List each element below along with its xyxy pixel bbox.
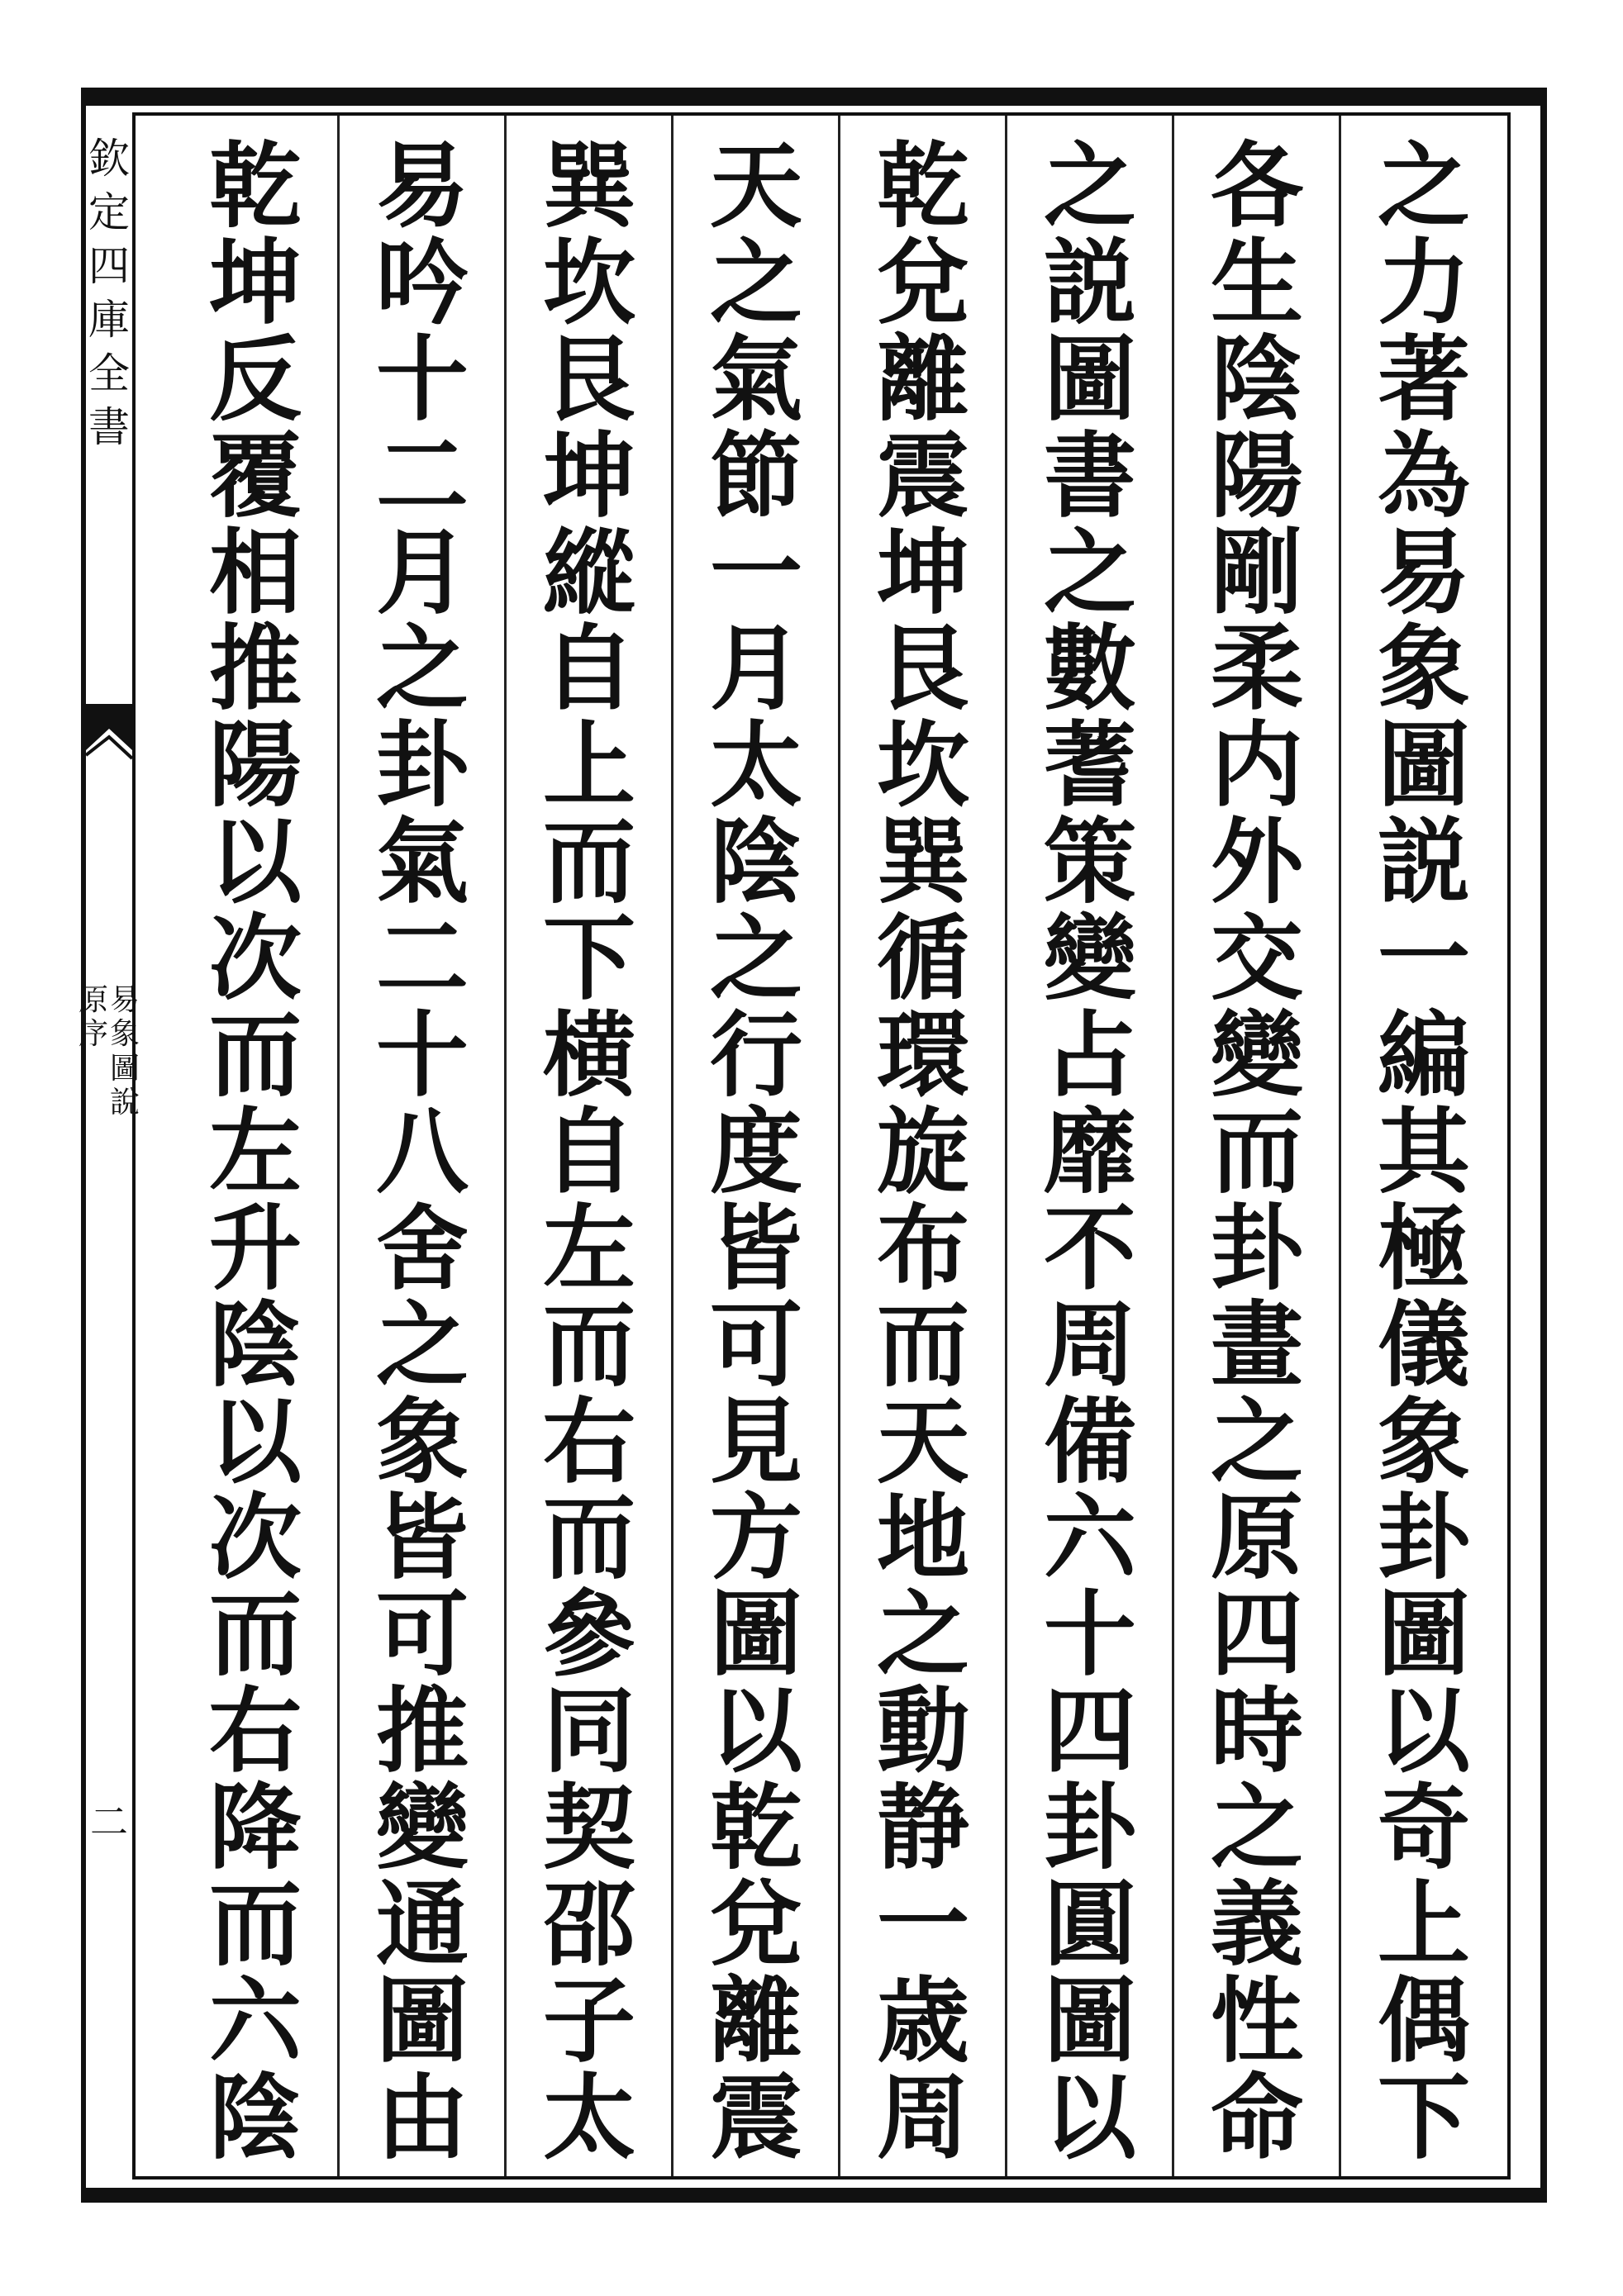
- text-char: 編: [1378, 1001, 1470, 1110]
- text-char: 之: [1044, 518, 1136, 627]
- text-char: 邵: [543, 1871, 635, 1980]
- text-char: 交: [1211, 905, 1303, 1014]
- text-char: 之: [877, 1581, 969, 1690]
- text-char: 子: [543, 1966, 635, 2075]
- text-char: 備: [1044, 1387, 1136, 1496]
- margin-title-char: 全: [88, 349, 130, 397]
- text-char: 右: [209, 1677, 302, 1786]
- text-char: 圖: [710, 1581, 802, 1690]
- text-char: 著: [1378, 325, 1470, 434]
- text-char: 易: [376, 132, 469, 240]
- margin-subtitle-char: 說: [110, 1086, 140, 1120]
- text-char: 性: [1211, 1966, 1303, 2075]
- text-char: 原: [1211, 1484, 1303, 1593]
- text-char: 卦: [1044, 1774, 1136, 1883]
- text-column-7: [352, 132, 493, 2172]
- text-char: 以: [1044, 2063, 1136, 2172]
- text-char: 内: [1211, 711, 1303, 820]
- text-char: 布: [877, 1194, 969, 1303]
- text-char: 推: [376, 1677, 469, 1786]
- text-char: 皆: [710, 1194, 802, 1303]
- text-char: 變: [1044, 905, 1136, 1014]
- text-char: 陰: [710, 808, 802, 917]
- text-char: 自: [543, 1097, 635, 1206]
- text-char: 坤: [877, 518, 969, 627]
- column-rule: [337, 116, 340, 2176]
- text-char: 坤: [209, 228, 302, 337]
- text-char: 外: [1211, 808, 1303, 917]
- text-char: 之: [1044, 132, 1136, 240]
- text-char: 各: [1211, 132, 1303, 240]
- text-char: 義: [1211, 1871, 1303, 1980]
- text-char: 度: [710, 1097, 802, 1206]
- text-char: 静: [877, 1774, 969, 1883]
- text-char: 上: [543, 711, 635, 820]
- text-char: 月: [376, 518, 469, 627]
- text-char: 而: [209, 1001, 302, 1110]
- frame-bottom-inner-rule: [132, 2176, 1507, 2180]
- text-char: 而: [543, 1484, 635, 1593]
- text-char: 環: [877, 1001, 969, 1110]
- text-char: 卦: [1378, 1484, 1470, 1593]
- text-char: 生: [1211, 228, 1303, 337]
- text-char: 之: [1211, 1387, 1303, 1496]
- text-char: 奇: [1378, 1774, 1470, 1883]
- text-char: 六: [209, 1966, 302, 2075]
- text-column-3: [1020, 132, 1160, 2172]
- text-char: 策: [1044, 808, 1136, 917]
- text-char: 四: [1211, 1581, 1303, 1690]
- text-char: 方: [710, 1484, 802, 1593]
- text-char: 地: [877, 1484, 969, 1593]
- text-char: 横: [543, 1001, 635, 1110]
- text-char: 氣: [376, 808, 469, 917]
- text-char: 次: [209, 1484, 302, 1593]
- text-char: 自: [543, 615, 635, 724]
- text-char: 書: [1044, 421, 1136, 530]
- margin-title-char: 書: [88, 403, 130, 451]
- text-char: 一: [710, 518, 802, 627]
- text-char: 陰: [209, 1291, 302, 1400]
- text-char: 力: [1378, 228, 1470, 337]
- text-char: 而: [543, 808, 635, 917]
- frame-top-border: [81, 88, 1545, 106]
- text-column-5: [686, 132, 826, 2172]
- text-char: 之: [376, 615, 469, 724]
- page-number-char: 二: [90, 1799, 128, 1844]
- text-char: 以: [1378, 1677, 1470, 1786]
- text-char: 説: [1378, 808, 1470, 917]
- text-char: 相: [209, 518, 302, 627]
- text-char: 旋: [877, 1097, 969, 1206]
- text-char: 坎: [877, 711, 969, 820]
- text-char: 二: [376, 905, 469, 1014]
- text-char: 動: [877, 1677, 969, 1786]
- text-char: 十: [376, 325, 469, 434]
- text-char: 升: [209, 1194, 302, 1303]
- text-char: 圖: [1378, 711, 1470, 820]
- text-char: 參: [543, 1581, 635, 1690]
- text-char: 六: [1044, 1484, 1136, 1593]
- text-char: 皆: [376, 1484, 469, 1593]
- text-char: 象: [376, 1387, 469, 1496]
- text-char: 舍: [376, 1194, 469, 1303]
- text-char: 兌: [710, 1871, 802, 1980]
- frame-right-outer-rule: [1540, 88, 1547, 2203]
- text-char: 而: [877, 1291, 969, 1400]
- text-char: 太: [543, 2063, 635, 2172]
- fish-tail-mark-icon: [86, 704, 132, 762]
- text-char: 陰: [209, 2063, 302, 2172]
- text-char: 偶: [1378, 1966, 1470, 2075]
- text-char: 周: [877, 2063, 969, 2172]
- text-char: 變: [376, 1774, 469, 1883]
- text-char: 行: [710, 1001, 802, 1110]
- text-char: 天: [877, 1387, 969, 1496]
- text-char: 卦: [1211, 1194, 1303, 1303]
- margin-subtitle-right: [110, 983, 140, 1256]
- text-char: 蓍: [1044, 711, 1136, 820]
- text-char: 乾: [710, 1774, 802, 1883]
- text-column-6: [519, 132, 659, 2172]
- text-char: 十: [1044, 1581, 1136, 1690]
- text-char: 十: [376, 1001, 469, 1110]
- text-char: 上: [1378, 1871, 1470, 1980]
- text-char: 下: [1378, 2063, 1470, 2172]
- text-char: 反: [209, 325, 302, 434]
- text-char: 變: [1211, 1001, 1303, 1110]
- text-char: 象: [1378, 1387, 1470, 1496]
- text-char: 而: [209, 1581, 302, 1690]
- text-char: 陰: [1211, 325, 1303, 434]
- margin-title-char: 欽: [88, 135, 130, 183]
- text-char: 之: [1378, 132, 1470, 240]
- text-char: 其: [1378, 1097, 1470, 1206]
- text-char: 離: [877, 325, 969, 434]
- text-column-1: [1354, 132, 1494, 2172]
- text-char: 而: [543, 1291, 635, 1400]
- text-char: 靡: [1044, 1097, 1136, 1206]
- text-char: 降: [209, 1774, 302, 1883]
- text-column-4: [853, 132, 993, 2172]
- text-char: 之: [1211, 1774, 1303, 1883]
- text-char: 之: [710, 905, 802, 1014]
- text-char: 同: [543, 1677, 635, 1786]
- text-char: 震: [877, 421, 969, 530]
- text-char: 巽: [543, 132, 635, 240]
- text-char: 覆: [209, 421, 302, 530]
- frame-bottom-border: [81, 2188, 1545, 2203]
- text-char: 坤: [543, 421, 635, 530]
- text-char: 占: [1044, 1001, 1136, 1110]
- text-char: 時: [1211, 1677, 1303, 1786]
- text-char: 契: [543, 1774, 635, 1883]
- text-char: 以: [209, 1387, 302, 1496]
- text-char: 左: [543, 1194, 635, 1303]
- text-char: 以: [710, 1677, 802, 1786]
- text-char: 命: [1211, 2063, 1303, 2172]
- text-char: 圖: [1378, 1581, 1470, 1690]
- margin-subtitle-char: 圖: [110, 1051, 140, 1086]
- margin-subtitle-char: 易: [110, 983, 140, 1017]
- text-char: 循: [877, 905, 969, 1014]
- text-char: 而: [209, 1871, 302, 1980]
- text-char: 氣: [710, 325, 802, 434]
- text-column-2: [1187, 132, 1327, 2172]
- text-char: 四: [1044, 1677, 1136, 1786]
- margin-title-char: 四: [88, 242, 130, 290]
- text-char: 數: [1044, 615, 1136, 724]
- text-char: 圖: [1044, 325, 1136, 434]
- margin-book-title: [86, 132, 132, 661]
- text-char: 可: [376, 1581, 469, 1690]
- text-char: 推: [209, 615, 302, 724]
- text-char: 剛: [1211, 518, 1303, 627]
- text-char: 乾: [877, 132, 969, 240]
- margin-chapter-label: [78, 983, 140, 1256]
- text-char: 為: [1378, 421, 1470, 530]
- text-char: 吟: [376, 228, 469, 337]
- text-char: 陽: [1211, 421, 1303, 530]
- text-char: 太: [710, 711, 802, 820]
- text-char: 節: [710, 421, 802, 530]
- column-rule: [1005, 116, 1007, 2176]
- column-rule: [504, 116, 507, 2176]
- text-char: 可: [710, 1291, 802, 1400]
- margin-subtitle-char: 序: [78, 1017, 108, 1052]
- text-char: 二: [376, 421, 469, 530]
- text-char: 下: [543, 905, 635, 1014]
- text-char: 左: [209, 1097, 302, 1206]
- text-char: 見: [710, 1387, 802, 1496]
- text-char: 八: [376, 1097, 469, 1206]
- margin-subtitle-char: 原: [78, 983, 108, 1017]
- margin-subtitle-left: [79, 983, 108, 1256]
- text-char: 之: [710, 228, 802, 337]
- text-char: 巽: [877, 808, 969, 917]
- text-char: 天: [710, 132, 802, 240]
- text-char: 柔: [1211, 615, 1303, 724]
- text-char: 離: [710, 1966, 802, 2075]
- text-char: 艮: [543, 325, 635, 434]
- text-char: 震: [710, 2063, 802, 2172]
- text-char: 説: [1044, 228, 1136, 337]
- column-rule: [838, 116, 840, 2176]
- text-char: 兌: [877, 228, 969, 337]
- text-char: 坎: [543, 228, 635, 337]
- text-char: 而: [1211, 1097, 1303, 1206]
- text-char: 歳: [877, 1966, 969, 2075]
- column-rule: [1172, 116, 1174, 2176]
- text-char: 由: [376, 2063, 469, 2172]
- text-char: 一: [1378, 905, 1470, 1014]
- text-char: 通: [376, 1871, 469, 1980]
- text-char: 卦: [376, 711, 469, 820]
- page-number: [86, 1801, 132, 1884]
- text-char: 一: [877, 1871, 969, 1980]
- text-char: 周: [1044, 1291, 1136, 1400]
- text-char: 畫: [1211, 1291, 1303, 1400]
- column-rule: [1339, 116, 1341, 2176]
- text-char: 右: [543, 1387, 635, 1496]
- text-char: 之: [376, 1291, 469, 1400]
- text-char: 縱: [543, 518, 635, 627]
- margin-subtitle-char: 象: [110, 1017, 140, 1052]
- text-char: 易: [1378, 518, 1470, 627]
- frame-right-inner-rule: [1507, 112, 1511, 2180]
- text-char: 陽: [209, 711, 302, 820]
- margin-title-char: 定: [88, 188, 130, 236]
- text-char: 儀: [1378, 1291, 1470, 1400]
- text-char: 以: [209, 808, 302, 917]
- text-char: 圖: [376, 1966, 469, 2075]
- text-char: 月: [710, 615, 802, 724]
- text-char: 極: [1378, 1194, 1470, 1303]
- text-column-8: [185, 132, 326, 2172]
- text-char: 圓: [1044, 1871, 1136, 1980]
- text-char: 不: [1044, 1194, 1136, 1303]
- text-char: 象: [1378, 615, 1470, 724]
- margin-title-char: 庫: [88, 296, 130, 344]
- text-char: 艮: [877, 615, 969, 724]
- text-char: 圖: [1044, 1966, 1136, 2075]
- column-rule: [671, 116, 673, 2176]
- text-char: 乾: [209, 132, 302, 240]
- text-char: 次: [209, 905, 302, 1014]
